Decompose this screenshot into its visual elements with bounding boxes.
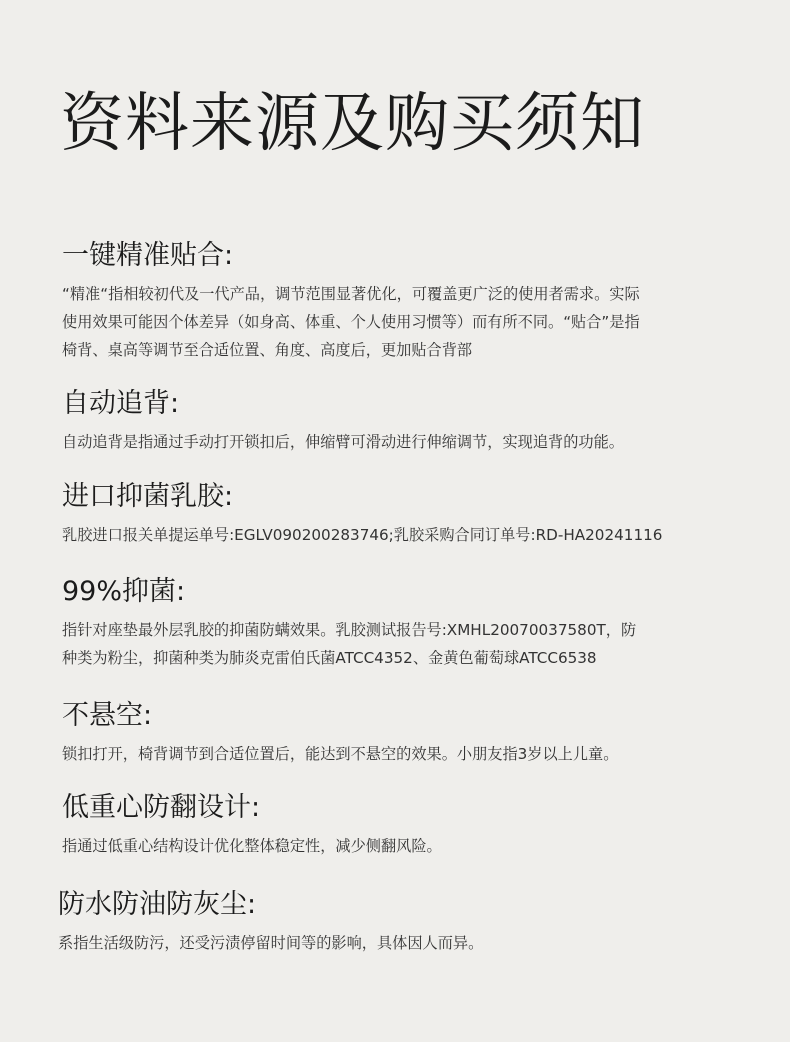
section-heading: 不悬空:: [62, 700, 153, 731]
section-body: [62, 832, 742, 860]
page-title: 资料来源及购买须知: [60, 87, 645, 161]
section-body: [62, 521, 742, 549]
body-line: 指通过低重心结构设计优化整体稳定性，减少侧翻风险。: [62, 837, 442, 856]
section-heading: 防水防油防灰尘:: [58, 889, 257, 920]
section-waterproof: [58, 889, 738, 957]
section-body: [62, 740, 742, 768]
body-line: 种类为粉尘，抑菌种类为肺炎克雷伯氏菌ATCC4352、金黄色葡萄球ATCC6538: [62, 649, 597, 668]
section-antibacterial: [62, 576, 742, 672]
section-auto-back: [62, 388, 742, 456]
section-heading: 99%抑菌:: [62, 576, 186, 607]
section-body: [58, 929, 738, 957]
section-body: [62, 280, 742, 364]
section-body: [62, 428, 742, 456]
section-precise-fit: [62, 240, 742, 364]
section-heading: 进口抑菌乳胶:: [62, 481, 234, 512]
section-heading: 一键精准贴合:: [62, 240, 234, 271]
section-no-gap: [62, 700, 742, 768]
body-line: 锁扣打开，椅背调节到合适位置后，能达到不悬空的效果。小朋友指3岁以上儿童。: [62, 745, 619, 764]
section-heading: 低重心防翻设计:: [62, 792, 261, 823]
body-line: 指针对座垫最外层乳胶的抑菌防螨效果。乳胶测试报告号:XMHL20070037580T，防: [62, 621, 637, 640]
section-anti-tip: [62, 792, 742, 860]
section-heading: 自动追背:: [62, 388, 180, 419]
body-line: 椅背、桌高等调节至合适位置、角度、高度后，更加贴合背部: [62, 341, 473, 360]
body-line: 系指生活级防污，还受污渍停留时间等的影响，具体因人而异。: [58, 934, 484, 953]
body-line: 乳胶进口报关单提运单号:EGLV090200283746;乳胶采购合同订单号:RD-HA20241116: [62, 526, 663, 545]
body-line: 使用效果可能因个体差异（如身高、体重、个人使用习惯等）而有所不同。“贴合”是指: [62, 313, 640, 332]
section-imported-latex: [62, 481, 742, 549]
body-line: 自动追背是指通过手动打开锁扣后，伸缩臂可滑动进行伸缩调节，实现追背的功能。: [62, 433, 624, 452]
body-line: “精准“指相较初代及一代产品，调节范围显著优化，可覆盖更广泛的使用者需求。实际: [62, 285, 640, 304]
section-body: [62, 616, 742, 672]
